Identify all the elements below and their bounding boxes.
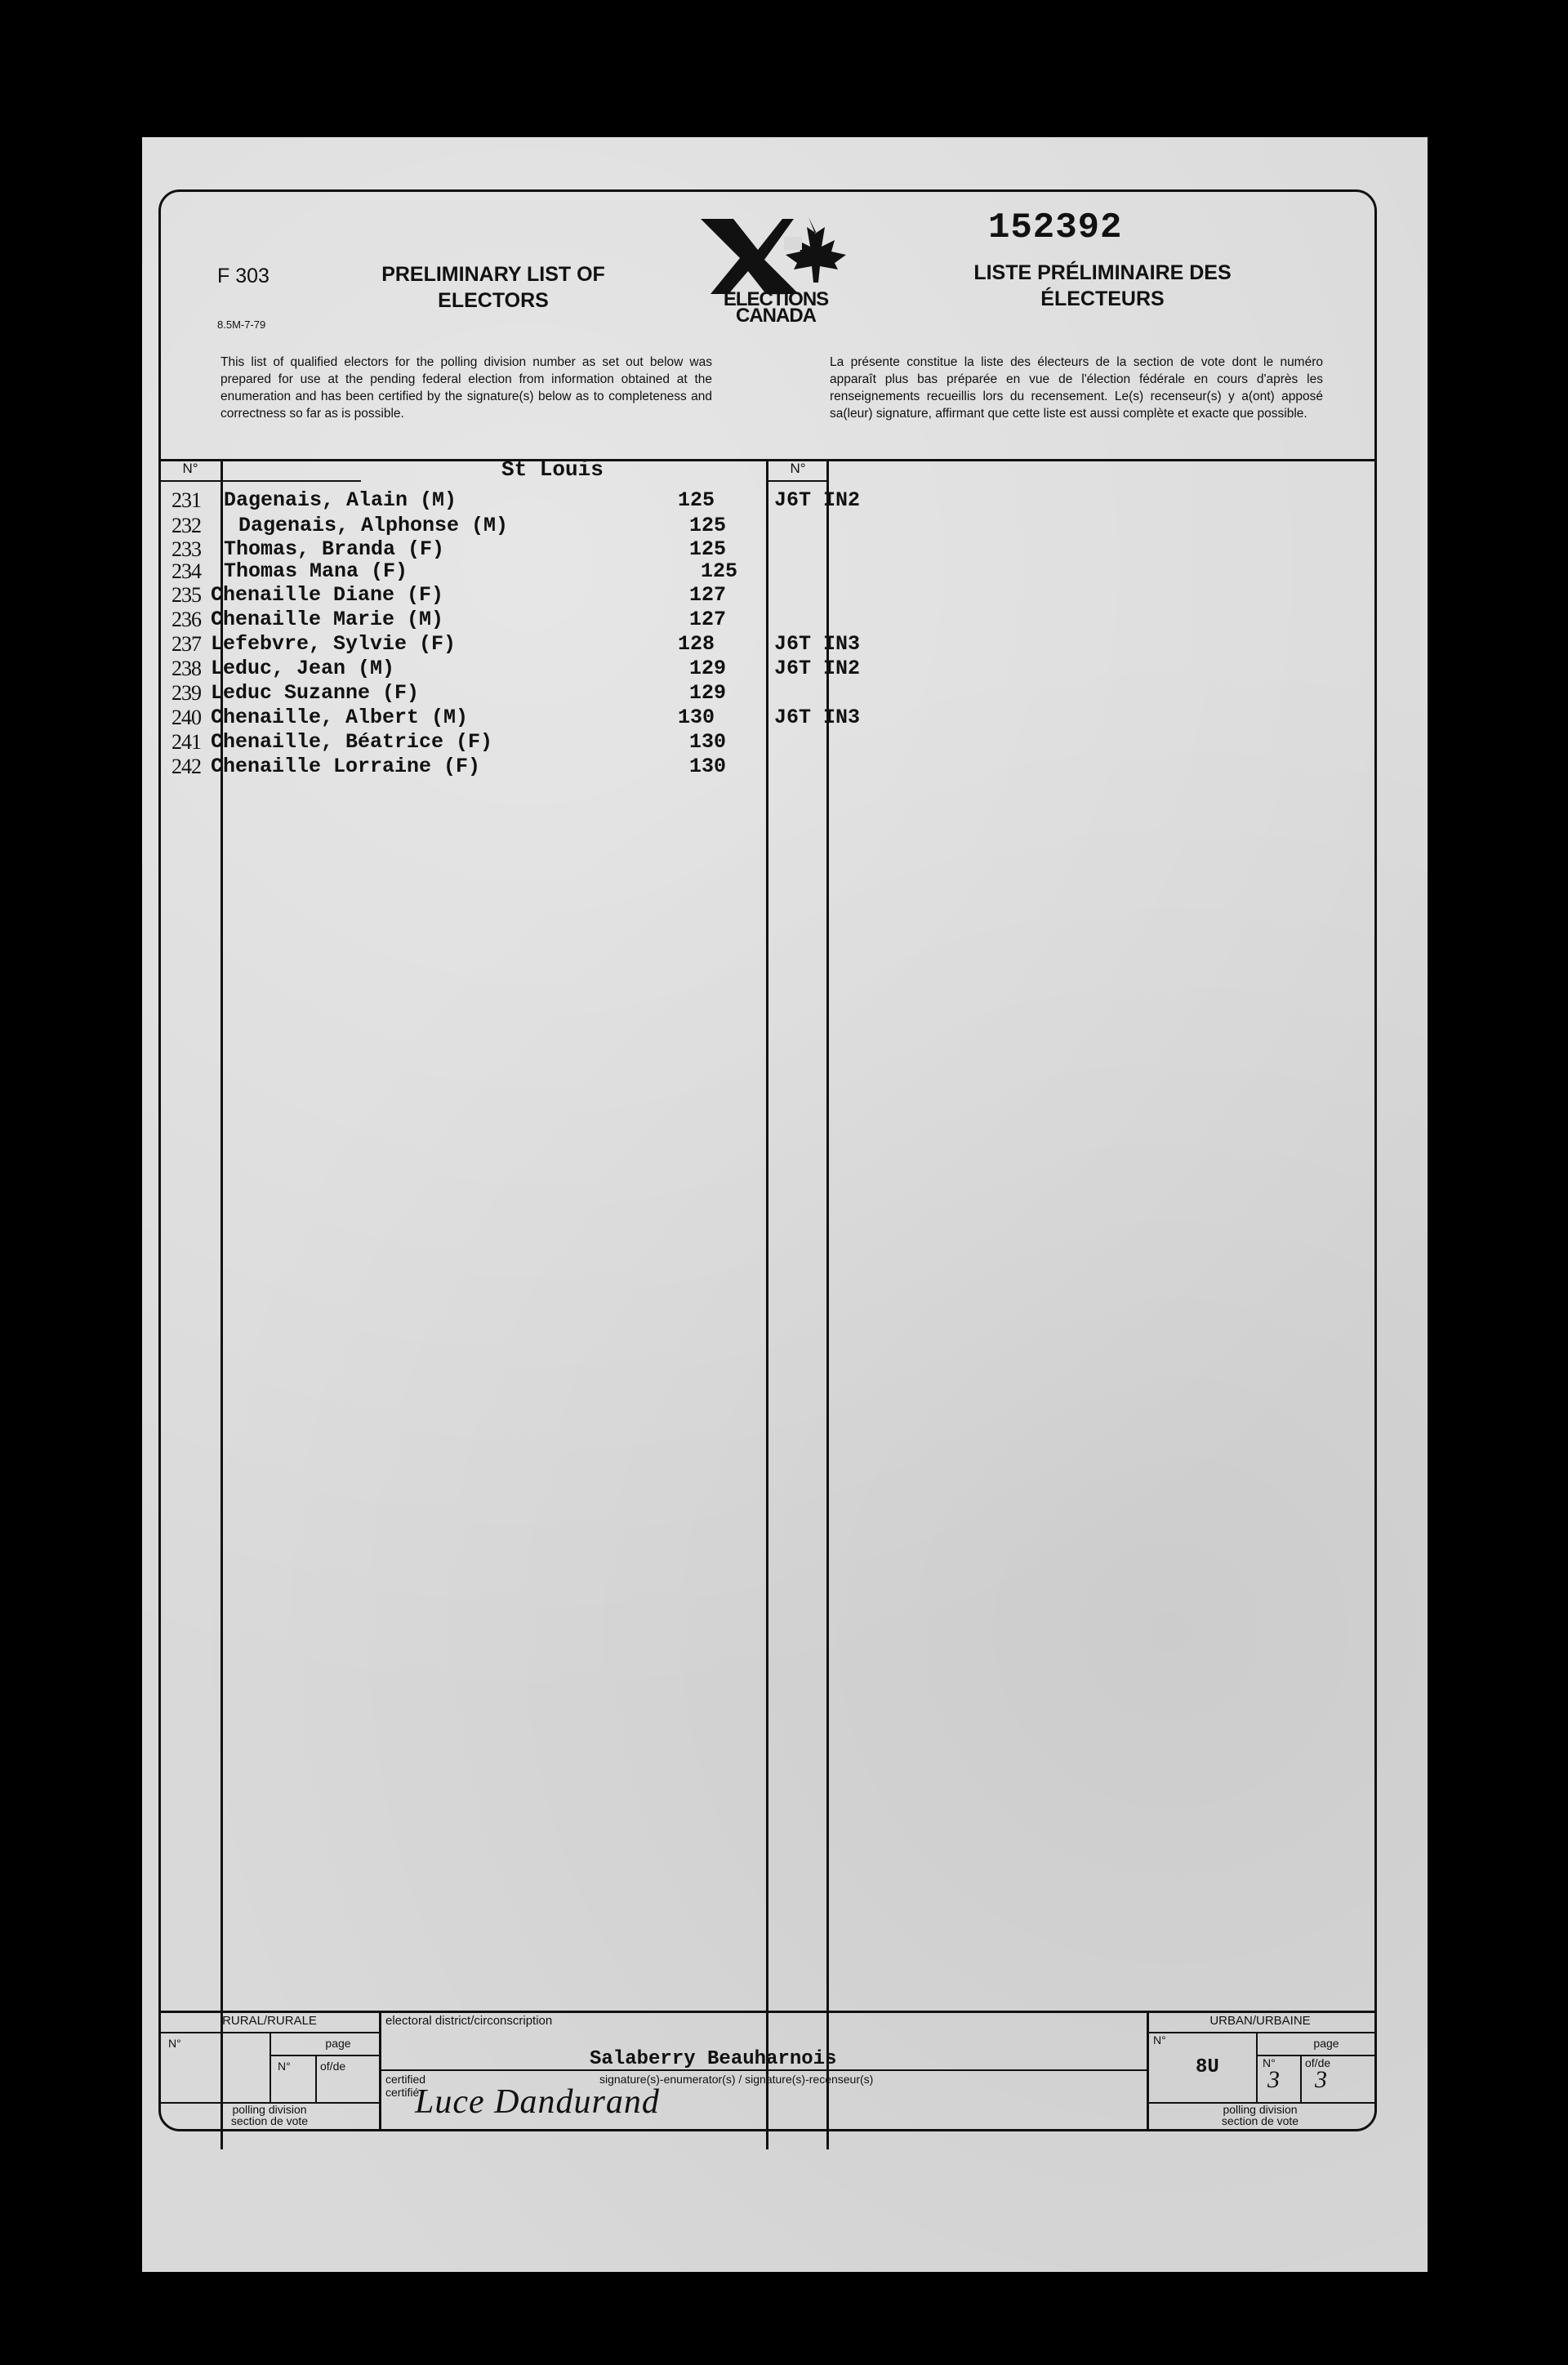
elector-name: Lefebvre, Sylvie (F) [211,632,457,656]
rural-label: RURAL/RURALE [222,2014,317,2028]
elector-postal-code: J6T IN3 [774,632,861,656]
elector-number: 236 [172,608,201,631]
elector-name: Chenaille Lorraine (F) [211,755,481,778]
rural-no-divider [270,2032,271,2102]
elector-address: 129 [689,681,727,705]
elector-name: Leduc Suzanne (F) [211,681,420,705]
urban-header-underline [1147,2032,1374,2033]
rural-page-divider [315,2055,317,2102]
elector-number: 234 [172,559,201,583]
elector-number: 233 [172,537,201,561]
elector-name: Chenaille, Béatrice (F) [211,730,493,754]
district-label: electoral district/circonscription [385,2014,553,2028]
elector-name: Dagenais, Alphonse (M) [238,514,509,537]
district-underline [379,2069,1147,2071]
column-divider-middle-left [766,459,768,2149]
footer-top-rule [158,2011,1374,2013]
urban-polling-number: 8U [1196,2056,1219,2078]
document-sheet [142,137,1428,2272]
elector-postal-code: J6T IN2 [774,488,861,512]
rural-no-label: N° [168,2037,181,2050]
elector-address: 130 [689,730,727,754]
no-header-left: N° [182,461,198,476]
elector-address: 127 [689,583,727,607]
section-name: St Louis [501,457,604,482]
elector-number: 238 [172,657,201,680]
elector-number: 240 [172,706,201,729]
no-header-right: N° [790,461,806,476]
logo-text-canada: CANADA [736,305,816,327]
footer-divider-urban [1147,2011,1149,2130]
elector-name: Dagenais, Alain (M) [224,488,457,512]
urban-page-no-label: N° [1263,2056,1276,2069]
rural-page-underline [270,2055,379,2056]
urban-polling-division: polling division [1223,2103,1298,2116]
urban-no-divider [1256,2032,1258,2102]
elector-number: 237 [172,632,201,656]
elector-address: 125 [678,488,715,512]
elector-number: 241 [172,730,201,754]
urban-page-divider [1300,2055,1302,2102]
elector-postal-code: J6T IN3 [774,706,861,729]
elector-postal-code: J6T IN2 [774,657,861,680]
print-code: 8.5M-7-79 [217,318,266,331]
urban-label: URBAN/URBAINE [1209,2014,1311,2028]
elector-name: Chenaille Marie (M) [211,608,444,631]
elector-address: 128 [678,632,715,656]
certified-label-en: certified [385,2073,426,2086]
certified-label-fr: certifié [385,2086,420,2099]
elector-number: 235 [172,583,201,607]
elector-address: 127 [689,608,727,631]
urban-page-number: 3 [1267,2066,1280,2093]
urban-section-de-vote: section de vote [1221,2114,1299,2127]
rural-ofde-label: of/de [320,2060,346,2073]
elector-address: 130 [689,755,727,778]
rural-polling-division: polling division [232,2103,307,2116]
rural-page-label: page [325,2037,351,2050]
elections-canada-logo [694,212,858,327]
district-value: Salaberry Beauharnois [590,2048,837,2070]
elector-address: 125 [701,559,738,583]
title-english: PRELIMINARY LIST OF ELECTORS [381,263,605,312]
elector-address: 125 [689,537,727,561]
rural-header-underline [158,2032,379,2033]
elections-canada-logo-icon [694,212,858,294]
elector-address: 130 [678,706,715,729]
urban-no-label: N° [1153,2033,1166,2047]
intro-english: This list of qualified electors for the polling division number as set out below was prepared for use at the pending federal election from information obtained at the enumeration and has been certified by the signature(s) below as to completeness and correctness so far as is possible. [220,355,712,421]
title-french: LISTE PRÉLIMINAIRE DES ÉLECTEURS [973,261,1232,310]
elector-number: 239 [172,681,201,705]
logo-text-elections: ELECTIONS [723,288,829,310]
form-code: F 303 [217,265,270,287]
elector-address: 129 [689,657,727,680]
intro-french: La présente constitue la liste des électeurs de la section de vote dont le numéro apparaît plus bas préparée en vue de l'élection fédérale en cours d'après les renseignements recueillis lors du recensement. Le(s) recenseur(s) y a(ont) apposé sa(leur) signature, affirmant que cette liste est aussi complète et exacte que possible. [830,355,1323,421]
elector-name: Thomas Mana (F) [224,559,408,583]
urban-ofde-label: of/de [1305,2056,1331,2069]
serial-number: 152392 [988,207,1123,248]
signature-box-divider [766,2069,768,2130]
rural-page-no-label: N° [278,2060,291,2073]
signature-caption: signature(s)-enumerator(s) / signature(s)-recenseur(s) [599,2073,874,2086]
elector-number: 242 [172,755,201,778]
urban-page-total: 3 [1315,2066,1327,2093]
elector-number: 231 [172,488,201,512]
enumerator-signature: Luce Dandurand [415,2083,660,2121]
rural-section-de-vote: section de vote [230,2114,309,2127]
elector-number: 232 [172,514,201,537]
elector-name: Leduc, Jean (M) [211,657,395,680]
elector-name: Chenaille, Albert (M) [211,706,469,729]
urban-page-label: page [1313,2037,1339,2050]
elector-address: 125 [689,514,727,537]
no-header-underline-right [766,480,828,482]
elector-name: Thomas, Branda (F) [224,537,445,561]
elector-name: Chenaille Diane (F) [211,583,444,607]
no-header-underline-left [158,480,361,482]
